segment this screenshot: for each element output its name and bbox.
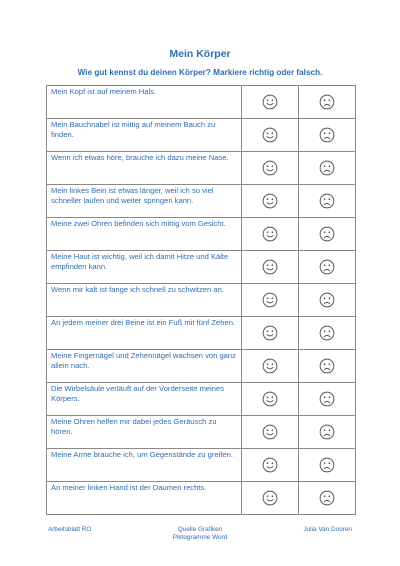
sad-face-icon <box>319 127 335 143</box>
sad-face-icon <box>319 160 335 176</box>
mark-wrong-cell[interactable] <box>299 119 356 152</box>
sad-face-icon <box>319 94 335 110</box>
mark-correct-cell[interactable] <box>242 152 299 185</box>
smiley-face-icon <box>262 391 278 407</box>
smiley-face-icon <box>262 193 278 209</box>
sad-face-icon <box>319 457 335 473</box>
table-row <box>47 449 356 482</box>
mark-correct-cell[interactable] <box>242 218 299 251</box>
smiley-face-icon <box>262 127 278 143</box>
mark-correct-cell[interactable] <box>242 185 299 218</box>
smiley-face-icon <box>262 424 278 440</box>
smiley-face-icon <box>262 226 278 242</box>
mark-wrong-cell[interactable] <box>299 317 356 350</box>
mark-wrong-cell[interactable] <box>299 152 356 185</box>
mark-wrong-cell[interactable] <box>299 185 356 218</box>
footer-center-line1: Quelle Grafiken <box>177 526 223 533</box>
statement-text: Mein Kopf ist auf meinem Hals. <box>47 86 242 119</box>
footer-center <box>150 526 250 542</box>
statement-text: Mein Bauchnabel ist mittig auf meinem Bauch zu finden. <box>47 119 242 152</box>
footer-right: Julia Van Dooren <box>303 526 352 533</box>
mark-wrong-cell[interactable] <box>299 218 356 251</box>
smiley-face-icon <box>262 457 278 473</box>
mark-correct-cell[interactable] <box>242 449 299 482</box>
mark-correct-cell[interactable] <box>242 119 299 152</box>
smiley-face-icon <box>262 325 278 341</box>
sad-face-icon <box>319 391 335 407</box>
mark-correct-cell[interactable] <box>242 416 299 449</box>
statement-text: Meine Haut ist wichtig, weil ich damit Hitze und Kälte empfinden kann. <box>47 251 242 284</box>
sad-face-icon <box>319 424 335 440</box>
statement-text: Wenn mir kalt ist fange ich schnell zu schwitzen an. <box>47 284 242 317</box>
statement-text: Meine Fingernägel und Zehennägel wachsen von ganz allein nach. <box>47 350 242 383</box>
mark-wrong-cell[interactable] <box>299 350 356 383</box>
mark-correct-cell[interactable] <box>242 284 299 317</box>
quiz-table <box>46 85 356 515</box>
mark-correct-cell[interactable] <box>242 317 299 350</box>
footer-left: Arbeitsblatt RO <box>48 526 92 533</box>
table-row <box>47 251 356 284</box>
sad-face-icon <box>319 358 335 374</box>
footer-center-line2: Piktogramme Word <box>172 534 228 541</box>
sad-face-icon <box>319 259 335 275</box>
page-subtitle: Wie gut kennst du deinen Körper? Markiere richtig oder falsch. <box>77 68 323 77</box>
table-row <box>47 350 356 383</box>
table-row <box>47 482 356 515</box>
statement-text: An jedem meiner drei Beine ist ein Fuß mit fünf Zehen. <box>47 317 242 350</box>
sad-face-icon <box>319 193 335 209</box>
table-row <box>47 317 356 350</box>
table-row <box>47 383 356 416</box>
sad-face-icon <box>319 226 335 242</box>
sad-face-icon <box>319 325 335 341</box>
mark-wrong-cell[interactable] <box>299 383 356 416</box>
page-title: Mein Körper <box>169 48 231 60</box>
statement-text: Meine zwei Ohren befinden sich mittig vom Gesicht. <box>47 218 242 251</box>
mark-wrong-cell[interactable] <box>299 482 356 515</box>
statement-text: Meine Arme brauche ich, um Gegenstände zu greifen. <box>47 449 242 482</box>
mark-correct-cell[interactable] <box>242 482 299 515</box>
mark-wrong-cell[interactable] <box>299 284 356 317</box>
mark-correct-cell[interactable] <box>242 350 299 383</box>
smiley-face-icon <box>262 160 278 176</box>
table-row <box>47 119 356 152</box>
mark-wrong-cell[interactable] <box>299 449 356 482</box>
statement-text: Meine Ohren helfen mir dabei jedes Geräusch zu hören. <box>47 416 242 449</box>
table-row <box>47 218 356 251</box>
statement-text: An meiner linken Hand ist der Daumen rechts. <box>47 482 242 515</box>
statement-text: Die Wirbelsäule verläuft auf der Vorderseite meines Körpers. <box>47 383 242 416</box>
table-row <box>47 86 356 119</box>
statement-text: Mein linkes Bein ist etwas länger, weil ich so viel schneller laufen und weiter springen kann. <box>47 185 242 218</box>
smiley-face-icon <box>262 259 278 275</box>
mark-wrong-cell[interactable] <box>299 416 356 449</box>
sad-face-icon <box>319 292 335 308</box>
table-row <box>47 185 356 218</box>
smiley-face-icon <box>262 358 278 374</box>
smiley-face-icon <box>262 292 278 308</box>
smiley-face-icon <box>262 94 278 110</box>
smiley-face-icon <box>262 490 278 506</box>
mark-correct-cell[interactable] <box>242 86 299 119</box>
mark-correct-cell[interactable] <box>242 251 299 284</box>
table-row <box>47 284 356 317</box>
table-row <box>47 416 356 449</box>
mark-correct-cell[interactable] <box>242 383 299 416</box>
statement-text: Wenn ich etwas höre, brauche ich dazu meine Nase. <box>47 152 242 185</box>
sad-face-icon <box>319 490 335 506</box>
mark-wrong-cell[interactable] <box>299 251 356 284</box>
mark-wrong-cell[interactable] <box>299 86 356 119</box>
table-row <box>47 152 356 185</box>
